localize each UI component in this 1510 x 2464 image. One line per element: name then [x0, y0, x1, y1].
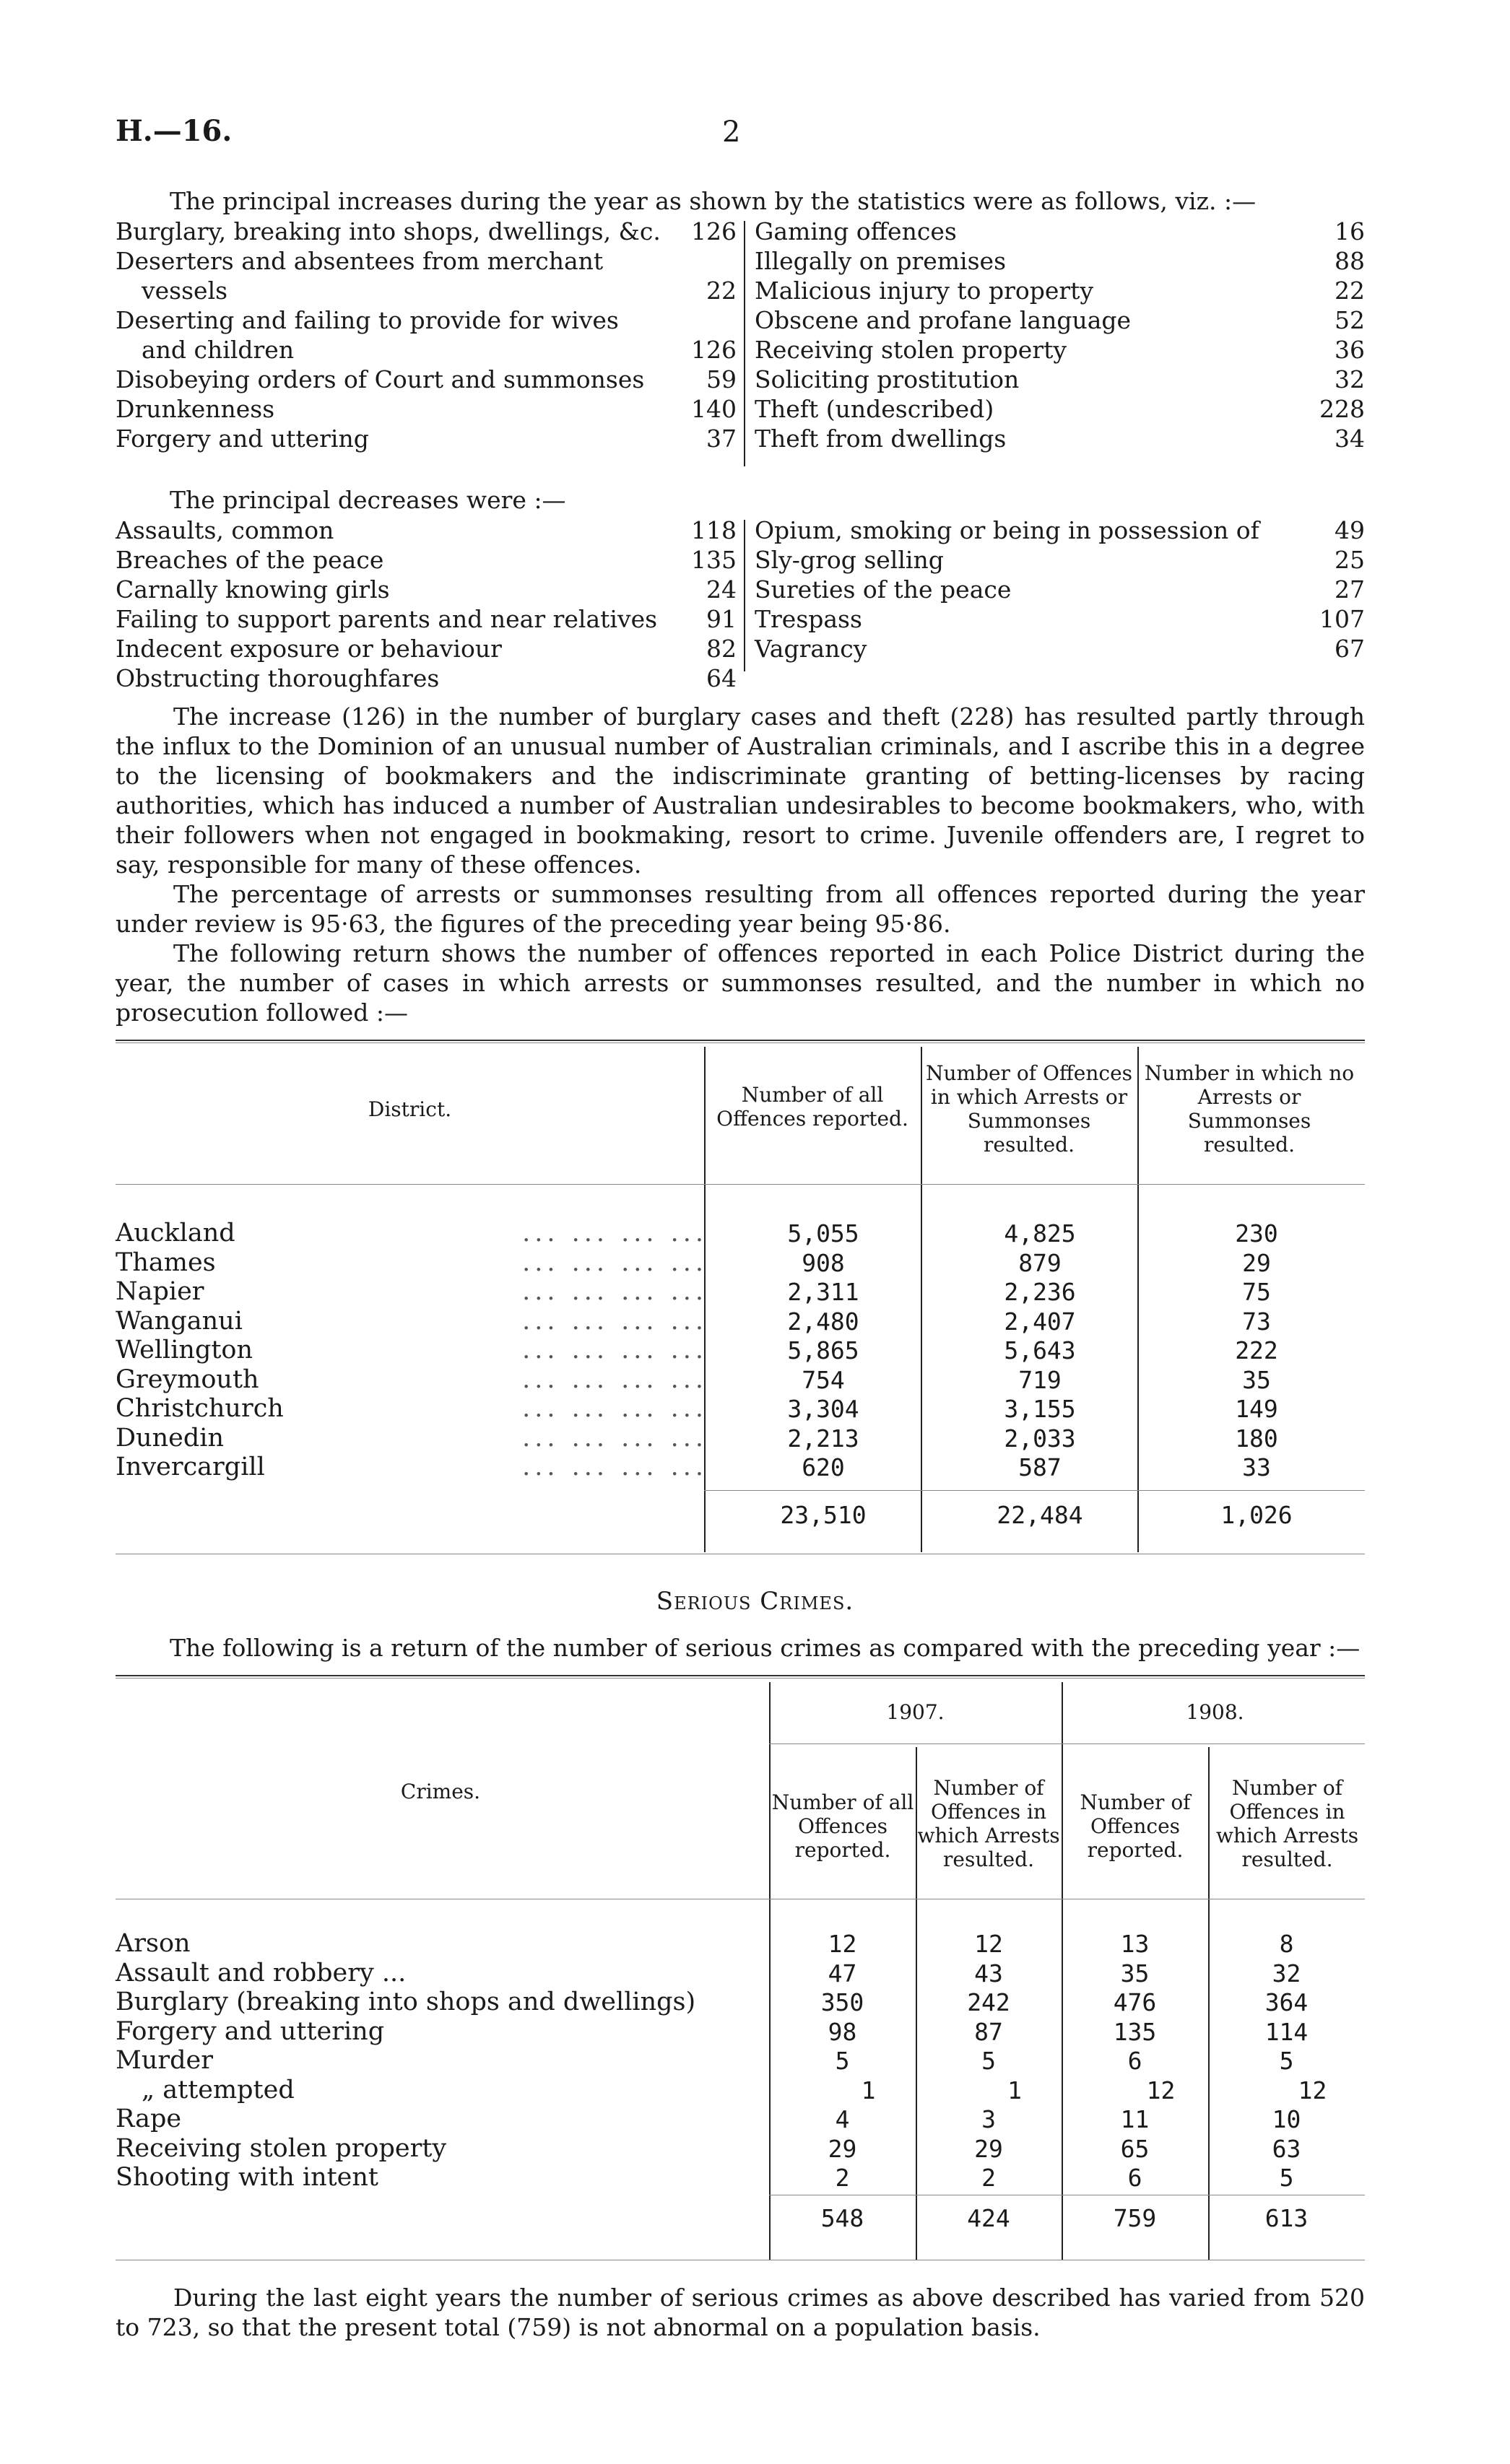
arrests-1908-cell: 364 — [1264, 1988, 1309, 2016]
total-reported: 23,510 — [780, 1501, 867, 1529]
decreases-right-list — [755, 515, 1365, 663]
item-value: 22 — [706, 277, 737, 305]
list-item — [755, 365, 1365, 394]
no-arrests-cell: 35 — [1242, 1365, 1271, 1394]
total-1907-arrests: 424 — [967, 2204, 1010, 2232]
leader-dots: ... ... ... ... — [522, 1394, 708, 1423]
district-name: Wanganui — [116, 1306, 243, 1336]
list-item — [755, 575, 1365, 604]
reported-1907-cell: 2 — [835, 2164, 850, 2192]
reported-cell: 2,480 — [787, 1307, 859, 1336]
arrests-1908-cell: 8 — [1279, 1930, 1294, 1958]
serious-intro: The following is a return of the number of serious crimes as compared with the preceding year :— — [170, 1634, 1361, 1662]
reported-1908-cell: 6 — [1127, 2164, 1142, 2192]
leader-dots: ... ... ... ... — [522, 1277, 708, 1306]
reported-1907-cell: 12 — [828, 1930, 857, 1958]
reported-1908-cell: 135 — [1113, 2017, 1157, 2046]
table-row — [116, 1365, 1365, 1395]
reported-1908-cell: 476 — [1113, 1988, 1157, 2016]
table-row — [116, 1307, 1365, 1336]
item-label: Soliciting prostitution — [755, 365, 1020, 393]
item-label: Deserting and failing to provide for wives — [116, 306, 619, 334]
item-label: Carnally knowing girls — [116, 575, 390, 604]
item-value: 16 — [1335, 217, 1365, 245]
arrests-1908-cell: 32 — [1272, 1959, 1301, 1988]
reported-cell: 754 — [802, 1365, 845, 1394]
arrests-1908-cell: 5 — [1279, 2047, 1294, 2075]
year-header-rule — [769, 1743, 1365, 1744]
total-arrests: 22,484 — [997, 1501, 1083, 1529]
paragraph-burglary-increase: The increase (126) in the number of burglary cases and theft (228) has resulted partly through the influx to the Dominion of an unusual number of Australian criminals, and I ascribe this in a degree to the licensing of bookmakers and the indiscriminate granting of betting-licenses by racing authorities, which has induced a number of Australian undesirables to become bookmakers, who, with their followers when not engaged in bookmaking, resort to crime. Juvenile offenders are, I regret to say, responsible for many of these offences. — [116, 702, 1365, 879]
list-item — [116, 217, 737, 246]
arrests-cell: 587 — [1018, 1453, 1062, 1481]
page-number: 2 — [722, 116, 741, 149]
list-item — [755, 394, 1365, 424]
table-row — [116, 1988, 1365, 2017]
no-arrests-cell: 75 — [1242, 1278, 1271, 1306]
reported-1908-cell: 12 — [1146, 2076, 1176, 2104]
crimes-column-header: Crimes. — [400, 1780, 481, 1803]
arrests-cell: 2,236 — [1004, 1278, 1076, 1306]
item-value: 67 — [1335, 635, 1365, 663]
table-top-rule — [116, 1040, 1365, 1041]
list-item — [116, 575, 737, 604]
serious-totals-row — [116, 2203, 1365, 2233]
item-value: 118 — [691, 516, 737, 544]
table-row — [116, 1394, 1365, 1424]
item-label: Receiving stolen property — [755, 336, 1067, 364]
no-arrests-cell: 222 — [1235, 1336, 1278, 1364]
leader-dots: ... ... ... ... — [522, 1248, 708, 1277]
arrests-1907-header: Number of Offences in which Arrests resulted. — [917, 1776, 1060, 1871]
total-1908-reported: 759 — [1113, 2204, 1157, 2232]
district-name: Thames — [116, 1248, 216, 1277]
no-arrests-column-header: Number in which no Arrests or Summonses resulted. — [1144, 1061, 1355, 1157]
total-1907-reported: 548 — [820, 2204, 864, 2232]
item-label: Theft from dwellings — [755, 425, 1007, 453]
item-label: Failing to support parents and near relatives — [116, 605, 658, 633]
crime-name: Receiving stolen property — [116, 2133, 447, 2163]
closing-paragraph: During the last eight years the number of serious crimes as above described has varied from 520 to 723, so that the present total (759) is not abnormal on a population basis. — [116, 2284, 1365, 2341]
item-value: 34 — [1335, 425, 1365, 453]
item-value: 36 — [1335, 336, 1365, 364]
district-column-header: District. — [368, 1097, 452, 1121]
column-divider — [744, 520, 745, 671]
reported-1907-cell: 5 — [835, 2047, 850, 2075]
table-row — [116, 2017, 1365, 2047]
offences-reported-1908-header: Number of Offences reported. — [1080, 1790, 1191, 1862]
reported-column-header: Number of all Offences reported. — [716, 1083, 908, 1131]
list-item — [116, 424, 737, 453]
item-value: 126 — [691, 217, 737, 245]
reported-cell: 2,213 — [787, 1424, 859, 1453]
no-arrests-cell: 33 — [1242, 1453, 1271, 1481]
district-name: Wellington — [116, 1336, 253, 1364]
arrests-cell: 4,825 — [1004, 1219, 1076, 1248]
item-label: Obscene and profane language — [755, 306, 1132, 334]
crime-name: Shooting with intent — [116, 2163, 378, 2192]
table-row — [116, 1248, 1365, 1278]
district-name: Christchurch — [116, 1394, 284, 1423]
arrests-cell: 3,155 — [1004, 1395, 1076, 1423]
arrests-cell: 879 — [1018, 1248, 1062, 1277]
leader-dots: ... ... ... ... — [522, 1336, 708, 1364]
item-label: Theft (undescribed) — [755, 395, 994, 423]
list-item — [116, 634, 737, 663]
arrests-1907-cell: 1 — [1007, 2076, 1022, 2104]
district-name: Auckland — [116, 1219, 235, 1248]
list-item — [116, 545, 737, 575]
item-label: Burglary, breaking into shops, dwellings, &c. — [116, 217, 661, 245]
item-label: vessels — [142, 277, 228, 305]
list-item — [755, 335, 1365, 365]
table-row — [116, 2046, 1365, 2076]
item-value: 135 — [691, 546, 737, 574]
reported-1908-cell: 65 — [1120, 2134, 1150, 2163]
item-label: Vagrancy — [755, 635, 867, 663]
list-item — [116, 394, 737, 424]
crime-name: Forgery and uttering — [116, 2016, 385, 2046]
item-value: 27 — [1335, 575, 1365, 604]
no-arrests-cell: 73 — [1242, 1307, 1271, 1336]
reported-1907-cell: 1 — [861, 2076, 876, 2104]
arrests-cell: 5,643 — [1004, 1336, 1076, 1364]
arrests-1907-cell: 3 — [981, 2105, 996, 2133]
item-value: 25 — [1335, 546, 1365, 574]
item-value: 64 — [706, 664, 737, 692]
reported-1907-cell: 98 — [828, 2017, 857, 2046]
list-item — [755, 634, 1365, 663]
item-label: Opium, smoking or being in possession of — [755, 516, 1259, 544]
arrests-1907-cell: 87 — [974, 2017, 1003, 2046]
item-value: 22 — [1335, 277, 1365, 305]
arrests-1907-cell: 43 — [974, 1959, 1003, 1988]
list-item — [116, 604, 737, 634]
item-label: Trespass — [755, 605, 862, 633]
reported-1908-cell: 6 — [1127, 2047, 1142, 2075]
item-value: 52 — [1335, 306, 1365, 334]
table-top-rule — [116, 1675, 1365, 1676]
item-label: Assaults, common — [116, 516, 334, 544]
crime-name: Arson — [116, 1929, 191, 1958]
total-no-arrests: 1,026 — [1220, 1501, 1293, 1529]
offences-reported-1907-header: Number of all Offences reported. — [771, 1790, 914, 1862]
reported-1907-cell: 350 — [820, 1988, 864, 2016]
reported-1907-cell: 4 — [835, 2105, 850, 2133]
arrests-1908-cell: 114 — [1264, 2017, 1309, 2046]
no-arrests-cell: 29 — [1242, 1248, 1271, 1277]
leader-dots: ... ... ... ... — [522, 1219, 708, 1248]
item-value: 107 — [1319, 605, 1365, 633]
increases-right-list — [755, 217, 1365, 453]
year-1908-header: 1908. — [1186, 1700, 1244, 1724]
column-divider — [744, 221, 745, 466]
decreases-intro: The principal decreases were :— — [170, 486, 566, 514]
list-item — [116, 335, 737, 365]
item-label: and children — [142, 336, 295, 364]
no-arrests-cell: 180 — [1235, 1424, 1278, 1453]
header-rule — [116, 1184, 1365, 1185]
list-item — [755, 246, 1365, 276]
arrests-1907-cell: 29 — [974, 2134, 1003, 2163]
item-label: Sly-grog selling — [755, 546, 944, 574]
item-value: 126 — [691, 336, 737, 364]
district-name: Greymouth — [116, 1364, 259, 1394]
item-label: Sureties of the peace — [755, 575, 1012, 604]
no-arrests-cell: 230 — [1235, 1219, 1278, 1248]
list-item — [755, 545, 1365, 575]
reported-1907-cell: 29 — [828, 2134, 857, 2163]
arrests-column-header: Number of Offences in which Arrests or Summonses resulted. — [925, 1061, 1133, 1157]
table-row — [116, 2104, 1365, 2134]
table-row — [116, 2134, 1365, 2164]
arrests-1907-cell: 12 — [974, 1930, 1003, 1958]
increases-left-list — [116, 217, 737, 453]
district-totals-row — [116, 1500, 1365, 1530]
table-row — [116, 1424, 1365, 1453]
table-row — [116, 2076, 1391, 2105]
list-item — [116, 305, 737, 335]
decreases-left-list — [116, 515, 737, 693]
item-label: Breaches of the peace — [116, 546, 384, 574]
increases-intro: The principal increases during the year as shown by the statistics were as follows, viz. :— — [170, 187, 1257, 215]
reported-1908-cell: 35 — [1120, 1959, 1150, 1988]
arrests-1907-cell: 5 — [981, 2047, 996, 2075]
leader-dots: ... ... ... ... — [522, 1364, 708, 1394]
crime-name: Rape — [116, 2104, 182, 2133]
list-item — [116, 246, 737, 276]
item-value: 82 — [706, 635, 737, 663]
reported-cell: 3,304 — [787, 1395, 859, 1423]
item-value: 59 — [706, 365, 737, 393]
list-item — [755, 515, 1365, 545]
item-value: 91 — [706, 605, 737, 633]
arrests-1908-cell: 10 — [1272, 2105, 1301, 2133]
list-item — [116, 365, 737, 394]
section-title: Serious Crimes. — [656, 1587, 854, 1616]
leader-dots: ... ... ... ... — [522, 1453, 708, 1481]
arrests-cell: 719 — [1018, 1365, 1062, 1394]
item-value: 49 — [1335, 516, 1365, 544]
reported-cell: 5,865 — [787, 1336, 859, 1364]
item-label: Gaming offences — [755, 217, 957, 245]
arrests-1908-cell: 12 — [1298, 2076, 1327, 2104]
list-item — [116, 515, 737, 545]
no-arrests-cell: 149 — [1235, 1395, 1278, 1423]
list-item — [755, 604, 1365, 634]
list-item — [755, 424, 1365, 453]
item-label: Drunkenness — [116, 395, 275, 423]
table-row — [116, 1453, 1365, 1482]
item-label: Disobeying orders of Court and summonses — [116, 365, 645, 393]
district-name: Napier — [116, 1277, 204, 1306]
list-item — [755, 276, 1365, 305]
item-value: 140 — [691, 395, 737, 423]
crime-name: Burglary (breaking into shops and dwellings) — [116, 1988, 696, 2016]
arrests-1907-cell: 2 — [981, 2164, 996, 2192]
district-name: Dunedin — [116, 1423, 224, 1453]
leader-dots: ... ... ... ... — [522, 1306, 708, 1336]
list-item — [116, 663, 737, 693]
paragraph-return-intro: The following return shows the number of offences reported in each Police District during the year, the number of cases in which arrests or summonses resulted, and the number in which no prosecution followed :— — [116, 939, 1365, 1027]
reported-1907-cell: 47 — [828, 1959, 857, 1988]
reported-cell: 2,311 — [787, 1278, 859, 1306]
year-1907-header: 1907. — [886, 1700, 945, 1724]
table-top-rule-inner — [116, 1678, 1365, 1679]
arrests-cell: 2,033 — [1004, 1424, 1076, 1453]
table-row — [116, 1929, 1365, 1959]
crime-name: „ attempted — [142, 2075, 295, 2104]
table-row — [116, 2163, 1365, 2193]
item-value: 37 — [706, 425, 737, 453]
crime-name: Assault and robbery ... — [116, 1958, 407, 1988]
item-label: Obstructing thoroughfares — [116, 664, 440, 692]
reported-cell: 620 — [802, 1453, 845, 1481]
item-value: 228 — [1319, 395, 1365, 423]
table-top-rule-inner — [116, 1042, 1365, 1043]
item-label: Indecent exposure or behaviour — [116, 635, 502, 663]
item-label: Forgery and uttering — [116, 425, 369, 453]
reported-cell: 5,055 — [787, 1219, 859, 1248]
item-value: 24 — [706, 575, 737, 604]
total-1908-arrests: 613 — [1264, 2204, 1309, 2232]
item-value: 32 — [1335, 365, 1365, 393]
paragraph-percentage: The percentage of arrests or summonses resulting from all offences reported during the year under review is 95·63, the figures of the preceding year being 95·86. — [116, 880, 1365, 938]
totals-rule — [704, 1490, 1365, 1491]
arrests-1908-cell: 5 — [1279, 2164, 1294, 2192]
reported-cell: 908 — [802, 1248, 845, 1277]
list-item — [116, 276, 737, 305]
table-row — [116, 1219, 1365, 1248]
list-item — [755, 217, 1365, 246]
table-row — [116, 1959, 1365, 1988]
item-label: Deserters and absentees from merchant — [116, 247, 604, 275]
reported-1908-cell: 11 — [1120, 2105, 1150, 2133]
report-reference: H.—16. — [116, 114, 233, 148]
reported-1908-cell: 13 — [1120, 1930, 1150, 1958]
leader-dots: ... ... ... ... — [522, 1423, 708, 1453]
item-value: 88 — [1335, 247, 1365, 275]
district-name: Invercargill — [116, 1453, 265, 1481]
arrests-cell: 2,407 — [1004, 1307, 1076, 1336]
list-item — [755, 305, 1365, 335]
arrests-1907-cell: 242 — [967, 1988, 1010, 2016]
arrests-1908-header: Number of Offences in which Arrests resulted. — [1215, 1776, 1359, 1871]
arrests-1908-cell: 63 — [1272, 2134, 1301, 2163]
item-label: Malicious injury to property — [755, 277, 1094, 305]
item-label: Illegally on premises — [755, 247, 1006, 275]
crime-name: Murder — [116, 2046, 213, 2075]
table-row — [116, 1336, 1365, 1365]
table-row — [116, 1277, 1365, 1307]
